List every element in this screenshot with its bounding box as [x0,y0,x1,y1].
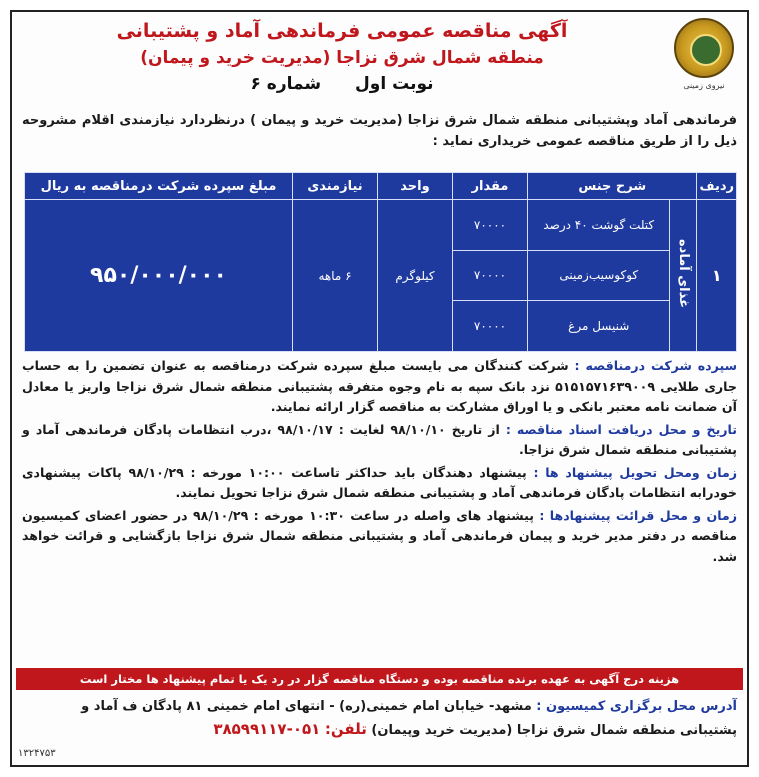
deposit-label: سپرده شرکت درمناقصه : [574,358,738,373]
intro-paragraph: فرماندهی آماد وپشتیبانی منطقه شمال شرق نزاجا (مدیریت خرید و پیمان ) درنظردارد نیازمندی اقلام مشروحه ذیل را از طریق مناقصه عمومی خریداری نماید : [22,113,737,149]
documents-section [22,420,737,461]
opening-label: زمان و محل قرائت پیشنهادها : [539,507,737,523]
table-row [25,200,737,251]
opening-section [22,506,737,568]
table-header-row [25,173,737,200]
notice-header [12,12,747,104]
item-quantity: ۷۰۰۰۰ [453,200,528,251]
deposit-amount: ۹۵۰/۰۰۰/۰۰۰ [25,200,293,352]
delivery-label: زمان ومحل تحویل پیشنهاد ها : [533,464,737,480]
row-number: ۱ [697,200,737,352]
notice-code: ۱۳۲۴۷۵۳ [18,748,56,759]
address-label: آدرس محل برگزاری کمیسیون : [536,699,737,714]
items-table [24,172,737,352]
documents-text: از تاریخ ۹۸/۱۰/۱۰ لغایت : ۹۸/۱۰/۱۷ ،درب انتظامات پادگان فرماندهی آماد و پشتیبانی منطقه شمال شرق نزاجا. [22,421,737,457]
delivery-section [22,463,737,504]
army-emblem [671,18,737,98]
item-quantity: ۷۰۰۰۰ [453,250,528,301]
deposit-section [22,356,737,418]
notice-footer [22,696,737,742]
col-deposit: مبلغ سپرده شرکت درمناقصه به ریال [25,173,293,200]
documents-label: تاریخ و محل دریافت اسناد مناقصه : [505,421,738,437]
item-name: کتلت گوشت ۴۰ درصد [528,200,670,251]
col-quantity: مقدار [453,173,528,200]
notice-title: آگهی مناقصه عمومی فرماندهی آماد و پشتیبانی [116,20,568,42]
notice-round-number [27,74,657,94]
item-name: کوکوسیب‌زمینی [528,250,670,301]
col-description: شرح جنس [528,173,697,200]
item-name: شنیسل مرغ [528,301,670,352]
notice-sections [22,356,737,569]
col-unit: واحد [378,173,453,200]
delivery-text: پیشنهاد دهندگان باید حداکثر تاساعت ۱۰:۰۰ مورخه : ۹۸/۱۰/۲۹ پاکات پیشنهادی خودرابه انتظامات پادگان فرماندهی آماد و پشتیبانی منطقه شمال شرق نزاجا تحویل نمایند. [22,464,737,500]
number-label: شماره ۶ [250,74,322,94]
phone-label: تلفن: [324,720,367,738]
col-need: نیازمندی [293,173,378,200]
tender-notice [10,10,749,767]
item-quantity: ۷۰۰۰۰ [453,301,528,352]
emblem-caption: نیروی زمینی [683,81,725,90]
unit-cell: کیلوگرم [378,200,453,352]
notice-bar: هزینه درج آگهی به عهده برنده مناقصه بوده و دستگاه مناقصه گزار در رد یک یا تمام پیشنهاد ها مختار است [16,668,743,690]
col-row: ردیف [697,173,737,200]
phone-number: ۰۵۱-۳۸۵۹۹۱۱۷ [213,720,321,738]
need-cell: ۶ ماهه [293,200,378,352]
category-cell [670,200,697,352]
category-label: غذای آماده [675,239,691,309]
round-label: نوبت اول [355,74,434,94]
deposit-text: شرکت کنندگان می بایست مبلغ سپرده شرکت درمناقصه به عنوان تضمین را به حساب جاری طلایی ۵۱۵۱۵۷۱۶۳۹۰۰۹ نزد بانک سپه به نام وجوه متفرقه پشتیبانی منطقه شمال شرق نزاجا واریز یا معادل آن ضمانت نامه معتبر بانکی و یا اوراق مشارکت به مناقصه گزار ارائه نمایند. [22,358,737,414]
address-text: مشهد- خیابان امام خمینی(ره) - انتهای امام خمینی ۸۱ پادگان ف آماد و پشتیبانی منطقه شمال شرق نزاجا (مدیریت خرید وپیمان) [81,699,737,738]
army-seal-icon [674,18,734,78]
opening-text: پیشنهاد های واصله در ساعت ۱۰:۳۰ مورخه : ۹۸/۱۰/۲۹ در حضور اعضای کمیسیون مناقصه در دفتر مدیر خرید و پیمان فرماندهی آماد و پشتیبانی منطقه شمال شرق نزاجا بازگشایی و قرائت خواهد شد. [22,507,737,564]
notice-subtitle: منطقه شمال شرق نزاجا (مدیریت خرید و پیمان) [140,48,544,68]
